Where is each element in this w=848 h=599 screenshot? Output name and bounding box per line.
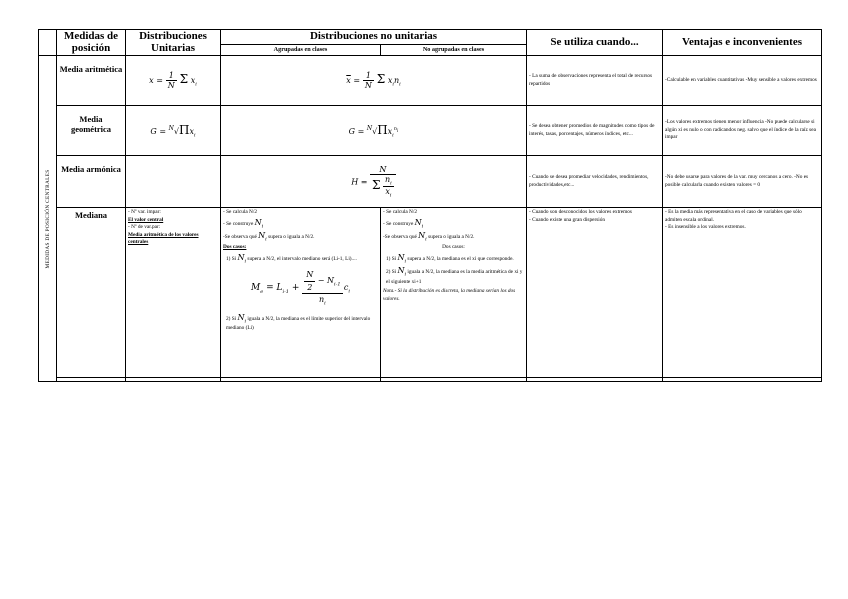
header-unitarias: Distribuciones Unitarias <box>126 30 221 56</box>
header-agrupadas: Agrupadas en clases <box>221 45 381 56</box>
mediana-agr-casos: Dos casos: <box>223 243 247 250</box>
mediana-noagr-caso1b: supera a N/2, la mediana es el xi que corresponde. <box>407 255 514 262</box>
row-mediana <box>39 208 822 378</box>
header-medidas: Medidas de posición <box>57 30 126 56</box>
uso-armonica: - Cuando se desea promediar velocidades, rendimientos, productividades,etc... <box>527 156 663 208</box>
mediana-noagr-caso2b: iguala a N/2, la mediana es la media aritmética de xi y el siguiente xi+1 <box>386 269 523 285</box>
spacer-cell-6 <box>663 378 822 382</box>
uso-geometrica: - Se desea obtener promedios de magnitudes como tipos de interés, tasas, porcentajes, números índices, etc... <box>527 106 663 156</box>
ventajas-geometrica: -Los valores extremos tienen menor influencia -No puede calcularse si algún xi es nulo o con radicandos neg. salvo que el índice de la raíz sea impar <box>663 106 822 156</box>
row-name-geometrica: Media geométrica <box>57 106 126 156</box>
summary-table-sheet <box>38 29 821 382</box>
mediana-noagr-casos: Dos casos: <box>442 243 465 250</box>
mediana-agr-caso1: 1) Si <box>226 255 237 262</box>
mediana-agr-formula: $M_e = L_{i-1}$ + $\frac{N}{2}$ − $N_{i-1}$ $n_i$ $c_i$ <box>251 270 350 307</box>
mediana-unit <box>126 208 221 378</box>
formula-geometrica-nonunit: $G = ^N√\Pi x_i^{n_i}$ <box>221 106 527 156</box>
uso-mediana <box>527 208 663 378</box>
spacer-cell-1 <box>57 378 126 382</box>
mediana-noagr-nota: Nota.- Si la distribución es discreta, la mediana serían los dos valores. <box>383 288 516 302</box>
ventajas-mediana <box>663 208 822 378</box>
mediana-noagr-line3b: supera o iguala a N/2. <box>428 234 475 241</box>
spacer-cell-3 <box>221 378 381 382</box>
formula-armonica-unit-empty <box>126 156 221 208</box>
row-media-aritmetica <box>39 56 822 106</box>
mediana-unit-line3: - Nº de var.par: <box>128 224 161 231</box>
central-position-table <box>38 29 822 382</box>
mediana-noagr-caso1: 1) Si <box>386 255 397 262</box>
mediana-unit-line1: - Nº var. impar: <box>128 209 161 216</box>
header-ventajas: Ventajas e inconvenientes <box>663 30 822 56</box>
spacer-cell-4 <box>381 378 527 382</box>
formula-aritmetica-unit: x = $\frac{1}{N}$ Σ $x_i$ <box>126 56 221 106</box>
spacer-cell-2 <box>126 378 221 382</box>
uso-mediana-1: - Cuando son desconocidos los valores extremos <box>529 209 632 216</box>
ventajas-mediana-2: - Es insensible a los valores extremos. <box>665 224 746 231</box>
mediana-agr-line3b: supera o iguala a N/2. <box>268 234 315 241</box>
mediana-agr-caso2: 2) Si <box>226 315 237 322</box>
row-media-geometrica <box>39 106 822 156</box>
mediana-unit-line4: Media aritmética de los valores centrales <box>128 231 199 246</box>
mediana-noagr-line1: - Se calcula N/2 <box>383 209 417 216</box>
header-no-unitarias: Distribuciones no unitarias <box>221 30 527 45</box>
row-name-aritmetica: Media aritmética <box>57 56 126 106</box>
side-label: MEDIDAS DE POSICIÓN CENTRALES <box>44 169 51 269</box>
mediana-agr-line1: - Se calcula N/2 <box>223 209 257 216</box>
mediana-noagr-line2: - Se construye <box>383 220 414 227</box>
spacer-cell-5 <box>527 378 663 382</box>
mediana-agr-caso2b: iguala a N/2, la mediana es el límite superior del intervalo mediano (Li) <box>226 315 371 332</box>
formula-geometrica-unit: $G = ^N√\Pi x_i$ <box>126 106 221 156</box>
mediana-agr-line3: -Se observa qué <box>223 234 257 241</box>
mediana-agr-line2: - Se construye <box>223 220 254 227</box>
mediana-agrupadas: - Se calcula N/2 - Se construye $N_i$ -Se observa qué $N_i$ supera o iguala a N/2. Dos casos: 1) Si $N_i$ supera a N/2, el intervalo mediano será (Li-1, Li).... $M_e = L_{i-1}$ + $\frac{N}{2}$ − $N_{i-1}$ $n_i$ $c_i$ 2) Si $N_i$ iguala a N/2, la mediana es el límite superior del intervalo mediano (Li) <box>221 208 381 378</box>
row-media-armonica <box>39 156 822 208</box>
row-name-mediana: Mediana <box>57 208 126 378</box>
ventajas-mediana-1: - Es la media más representativa en el caso de variables que sólo admiten escala ordinal. <box>665 209 802 223</box>
header-se-utiliza: Se utiliza cuando... <box>527 30 663 56</box>
mediana-no-agrupadas: - Se calcula N/2 - Se construye $N_i$ -Se observa qué $N_i$ supera o iguala a N/2. Dos casos: 1) Si $N_i$ supera a N/2, la mediana es el xi que corresponde. 2) Si $N_i$ iguala a N/2, la mediana es la media aritmética de xi y el siguiente xi+1 Nota.- Si la distribución es discreta, la mediana serían los dos valores. <box>381 208 527 378</box>
formula-aritmetica-nonunit: $\overline{x}$ = $\frac{1}{N}$ Σ $x_in_i$ <box>221 56 527 106</box>
uso-aritmetica: - La suma de observaciones representa el total de recursos repartidos <box>527 56 663 106</box>
mediana-agr-caso1b: supera a N/2, el intervalo mediano será (Li-1, Li).... <box>247 255 357 262</box>
uso-mediana-2: - Cuando existe una gran dispersión <box>529 216 606 223</box>
ventajas-aritmetica: -Calculable en variables cuantitativas -Muy sensible a valores extremos <box>663 56 822 106</box>
ventajas-armonica: -No debe usarse para valores de la var. muy cercanos a cero. -No es posible calcularla cuando existen valores = 0 <box>663 156 822 208</box>
row-name-armonica: Media armónica <box>57 156 126 208</box>
mediana-noagr-caso2: 2) Si <box>386 269 397 276</box>
header-corner <box>39 30 57 56</box>
row-bottom-spacer <box>39 378 822 382</box>
formula-armonica-nonunit: H = N Σ $\frac{n_i}{x_i}$ <box>221 156 527 208</box>
side-column <box>39 56 57 382</box>
mediana-noagr-line3: -Se observa qué <box>383 234 417 241</box>
header-no-agrupadas: No agrupadas en clases <box>381 45 527 56</box>
mediana-unit-line2: El valor central <box>128 216 164 223</box>
